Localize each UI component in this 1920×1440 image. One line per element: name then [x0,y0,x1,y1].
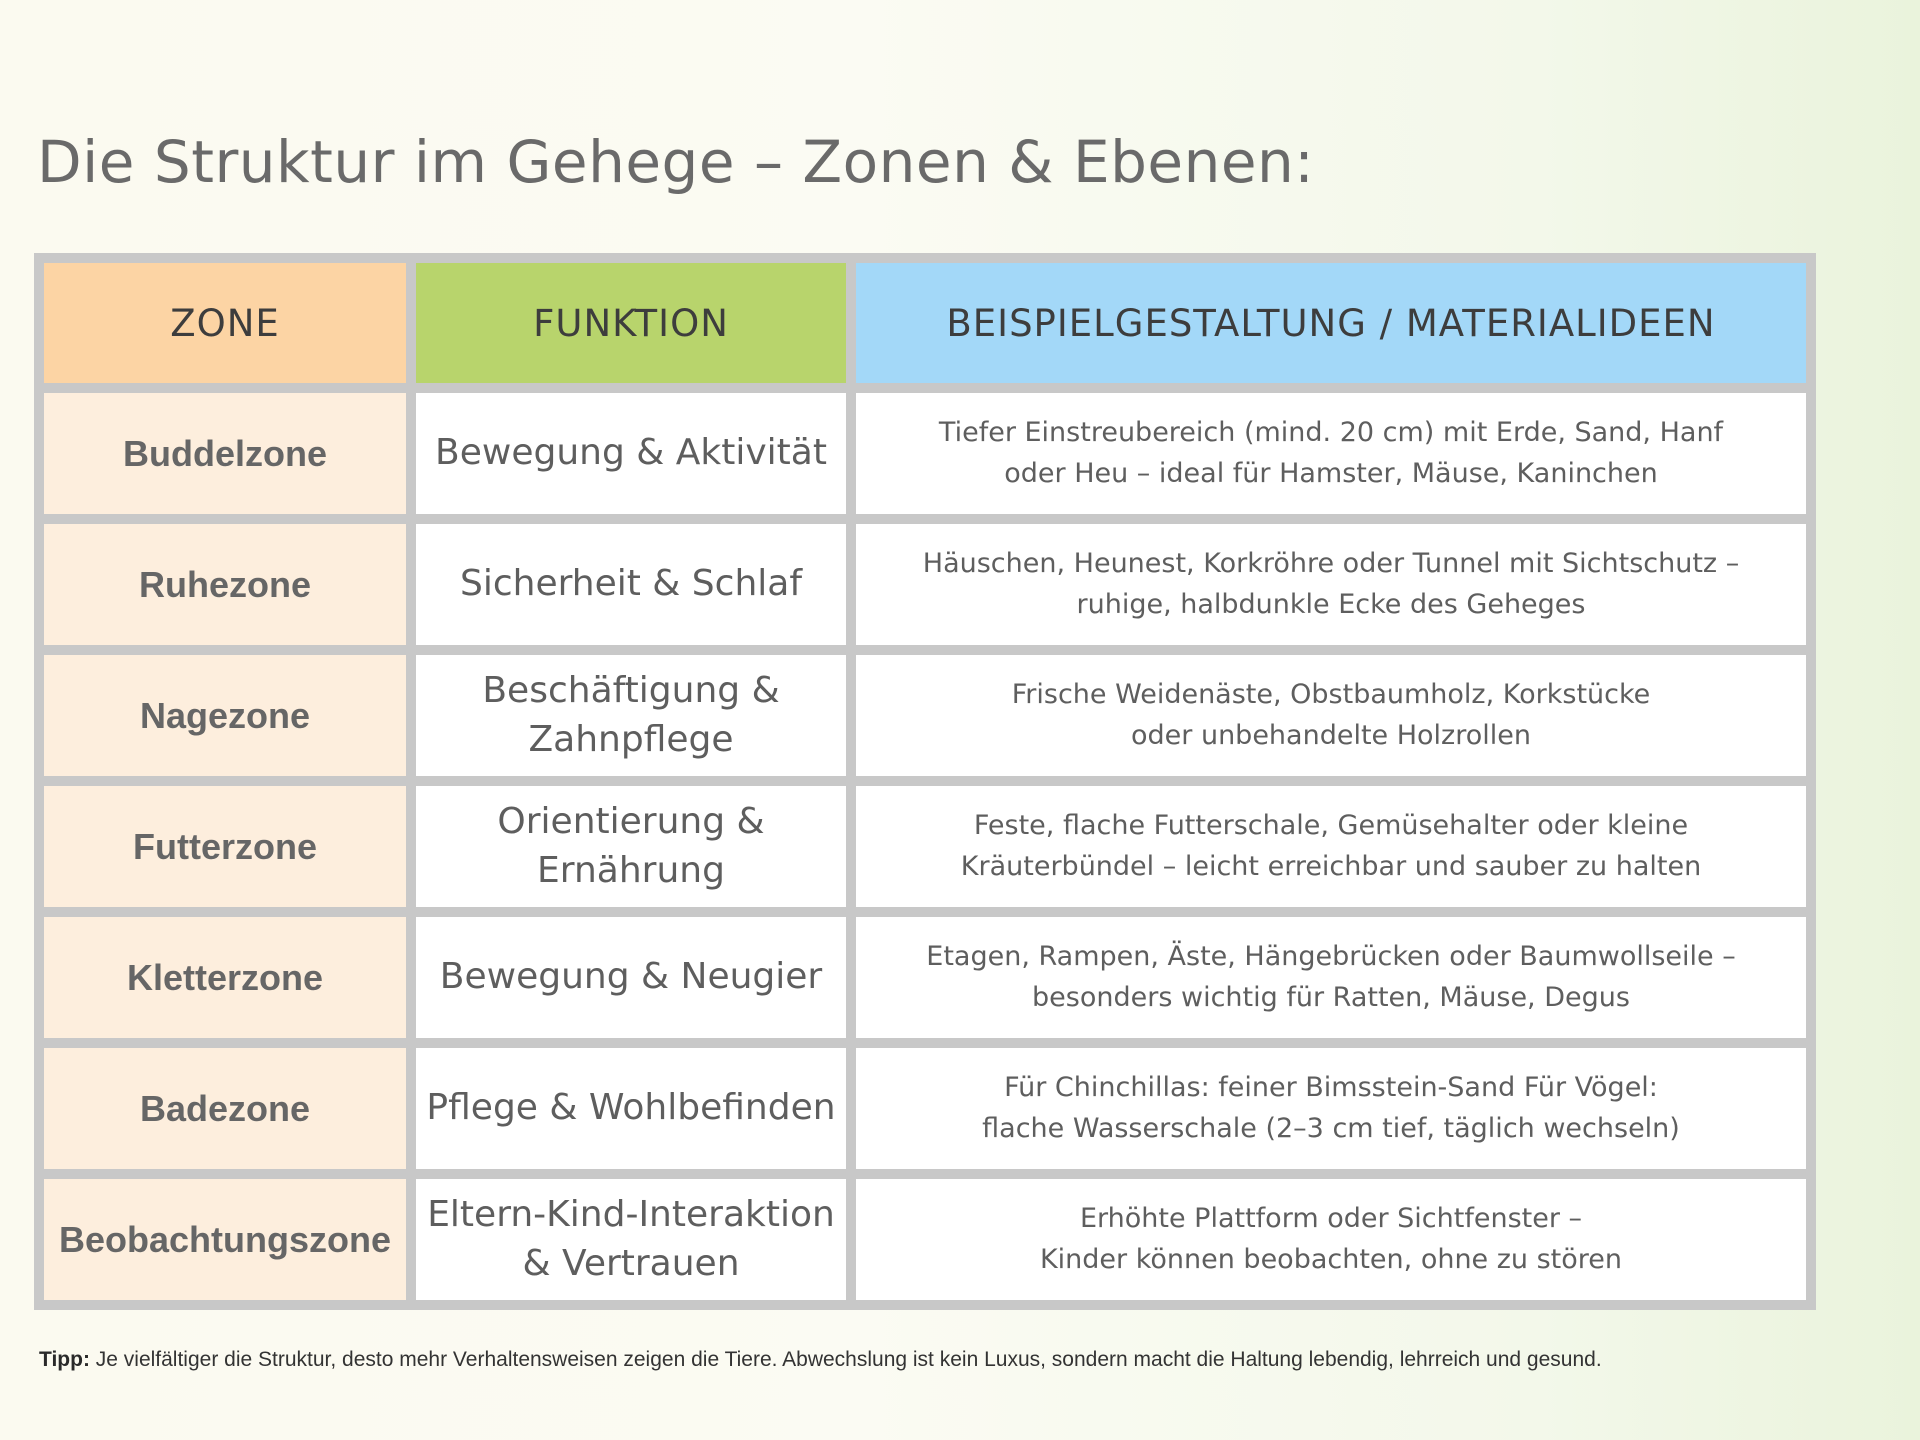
function-line: Eltern-Kind-Interaktion [427,1193,835,1235]
tip-body: Je vielfältiger die Struktur, desto mehr Verhaltensweisen zeigen die Tiere. Abwechslung ist kein Luxus, sondern macht die Haltung lebendig, lehrreich und gesund. [89,1348,1602,1371]
materials-line: oder Heu – ideal für Hamster, Mäuse, Kaninchen [1004,457,1658,489]
table-row [44,655,1806,776]
zone-cell: Kletterzone [44,917,406,1038]
materials-cell [856,786,1806,907]
table-row [44,1179,1806,1300]
zone-cell: Futterzone [44,786,406,907]
function-line: Ernährung [537,849,725,891]
zone-cell: Beobachtungszone [44,1179,406,1300]
zone-cell: Badezone [44,1048,406,1169]
materials-line: besonders wichtig für Ratten, Mäuse, Degus [1032,981,1630,1013]
materials-line: Frische Weidenäste, Obstbaumholz, Korkstücke [1011,679,1651,710]
function-line: Pflege & Wohlbefinden [426,1087,836,1129]
materials-line: Erhöhte Plattform oder Sichtfenster – [1079,1203,1583,1234]
function-cell [416,1179,846,1300]
function-cell [416,917,846,1038]
function-cell [416,655,846,776]
materials-line: Häuschen, Heunest, Korkröhre oder Tunnel mit Sichtschutz – [922,548,1740,579]
materials-line: ruhige, halbdunkle Ecke des Geheges [1076,588,1586,620]
table-row [44,1048,1806,1169]
tip-label: Tipp: [39,1348,90,1371]
function-line: Bewegung & Aktivität [435,432,827,474]
table-header-row [44,263,1806,383]
function-line: & Vertrauen [522,1242,740,1284]
function-cell [416,786,846,907]
materials-cell [856,655,1806,776]
materials-line: Für Chinchillas: feiner Bimsstein-Sand Für Vögel: [1004,1072,1658,1103]
materials-line: Tiefer Einstreubereich (mind. 20 cm) mit Erde, Sand, Hanf [938,417,1724,448]
function-line: Orientierung & [497,800,765,842]
materials-cell [856,524,1806,645]
materials-line: Kinder können beobachten, ohne zu stören [1039,1243,1623,1275]
table-row [44,786,1806,907]
materials-cell [856,1048,1806,1169]
function-line: Beschäftigung & [482,669,780,711]
header-function: FUNKTION [416,263,846,383]
zone-cell: Ruhezone [44,524,406,645]
materials-line: flache Wasserschale (2–3 cm tief, täglich wechseln) [982,1112,1680,1144]
function-line: Zahnpflege [528,718,734,760]
zone-cell: Buddelzone [44,393,406,514]
materials-line: Etagen, Rampen, Äste, Hängebrücken oder Baumwollseile – [926,941,1736,972]
materials-cell [856,917,1806,1038]
tip-text [39,1348,1602,1372]
zone-cell: Nagezone [44,655,406,776]
function-cell [416,393,846,514]
page-title: Die Struktur im Gehege – Zonen & Ebenen: [37,128,1315,196]
table-row [44,917,1806,1038]
function-cell [416,524,846,645]
materials-line: oder unbehandelte Holzrollen [1131,719,1531,751]
materials-cell [856,393,1806,514]
table-row [44,393,1806,514]
materials-line: Feste, flache Futterschale, Gemüsehalter oder kleine [973,810,1689,841]
header-materials: BEISPIELGESTALTUNG / MATERIALIDEEN [856,263,1806,383]
function-line: Bewegung & Neugier [439,956,823,998]
function-cell [416,1048,846,1169]
materials-line: Kräuterbündel – leicht erreichbar und sauber zu halten [960,850,1702,882]
function-line: Sicherheit & Schlaf [459,563,803,605]
table-row [44,524,1806,645]
header-zone: ZONE [44,263,406,383]
zones-table [34,253,1816,1310]
materials-cell [856,1179,1806,1300]
